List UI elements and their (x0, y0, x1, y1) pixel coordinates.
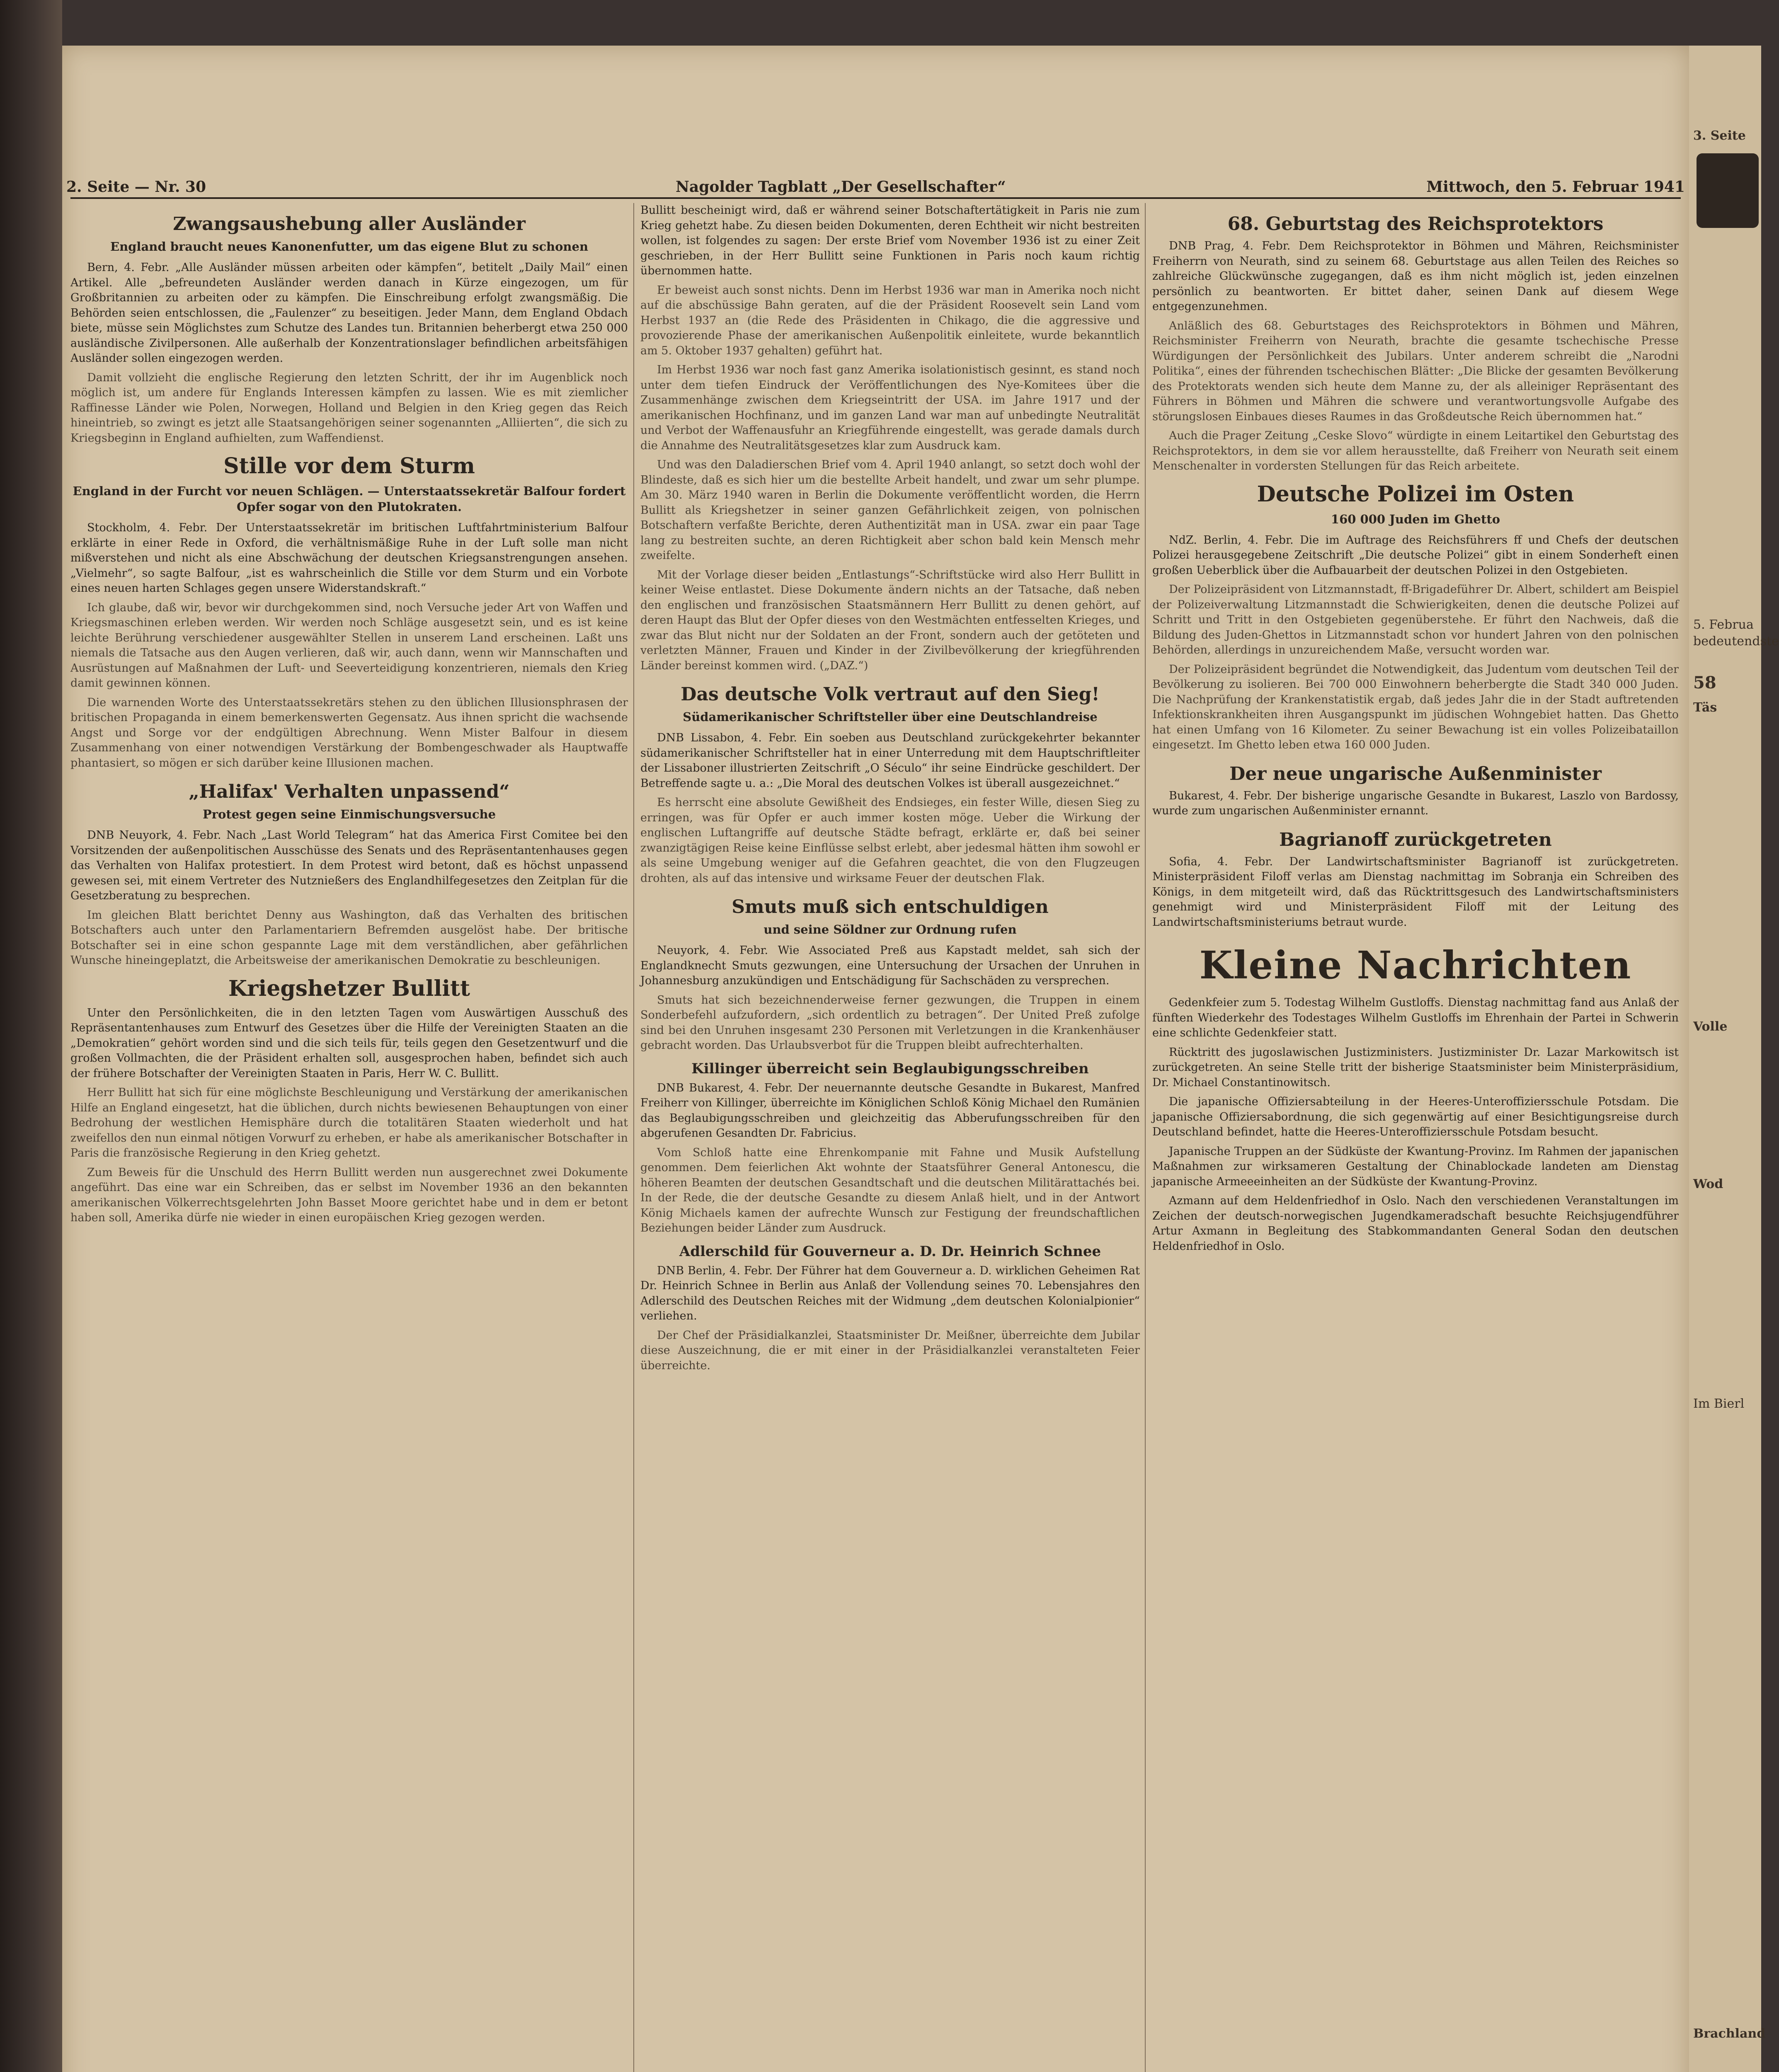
book-binding (0, 0, 62, 2072)
article-headline: „Halifax' Verhalten unpassend“ (189, 781, 510, 802)
news-item: Azmann auf dem Heldenfriedhof in Oslo. Nach den verschiedenen Veranstaltungen im Zeichen der deutsch-norwegischen Jugendkameradschaft besuchte Reichsjugendführer Artur Axmann in Begleitung des Stabkommandanten General Sodan den deutschen Heldenfriedhof in Oslo. (1152, 1194, 1679, 1253)
article-body-filler: Es herrscht eine absolute Gewißheit des Endsieges, ein fester Wille, diesen Sieg zu erringen, was für Opfer er auch immer kosten möge. Ueber die Wirkung der englischen Luftangriffe auf deutsche Städte befragt, erklärte er, daß bei seiner zwanzigtägigen Reise keine Einflüsse selbst erlebt, aber jedesmal hätten ihm sowohl er als seine Umgebung weniger auf die Gefahren geachtet, die von den Flugzeugen drohten, als auf das intensive und wirksame Feuer der deutschen Flak. (640, 796, 1140, 885)
article-headline: Der neue ungarische Außenminister (1229, 763, 1602, 784)
article-subheadline: 160 000 Juden im Ghetto (1331, 512, 1500, 526)
article-body: DNB Bukarest, 4. Febr. Der neuernannte deutsche Gesandte in Bukarest, Manfred Freiherr von Killinger, überreichte im Königlichen Schloß König Michael den Rumänien das Beglaubigungsschreiben und gleichzeitig das Abberufungsschreiben für den abgerufenen Gesandten Dr. Fabricius. (640, 1081, 1140, 1140)
article-headline: 68. Geburtstag des Reichsprotektors (1227, 213, 1604, 235)
article-body: Bern, 4. Febr. „Alle Ausländer müssen arbeiten oder kämpfen“, betitelt „Daily Mail“ einen Artikel. Alle „befreundeten Ausländer werden danach in Kürze eingezogen, um für Großbritannien zu arbeiten oder zu kämpfen. Die Einschreibung erfolgt zwangsmäßig. Die Behörden seien entschlossen, die „Faulenzer“ zu beseitigen. Jeder Mann, dem England Obdach biete, müsse sein Möglichstes zum Schutze des Landes tun. Britannien beherbergt etwa 250 000 ausländische Zivilpersonen. Alle außerhalb der Konzentrationslager befindlichen arbeitsfähigen Ausländer sollen eingezogen werden. (70, 261, 628, 365)
next-page-text: Im Bierl (1693, 1397, 1745, 1411)
article-body-filler: Und was den Daladierschen Brief vom 4. April 1940 anlangt, so setzt doch wohl der Blindeste, daß es sich hier um die bestellte Arbeit handelt, und zwar um sehr plumpe. Am 30. März 1940 waren in Berlin die Dokumente veröffentlicht worden, die Herrn Bullitt als Kriegshetzer in seiner ganzen Gefährlichkeit zeigen, von polnischen Botschaftern verfaßte Berichte, deren Authentizität man in USA. zwar ein paar Tage lang zu bestreiten suchte, an deren Richtigkeit aber schon bald kein Mensch mehr zweifelte. (640, 458, 1140, 562)
header-right: Mittwoch, den 5. Februar 1941 (1426, 178, 1685, 196)
next-page-text: Täs (1693, 700, 1717, 715)
article-body: Sofia, 4. Febr. Der Landwirtschaftsminister Bagrianoff ist zurückgetreten. Ministerpräsident Filoff verlas am Dienstag nachmittag im Sobranja ein Schreiben des Königs, in dem mitgeteilt wird, daß das Rücktrittsgesuch des Landwirtschaftsministers genehmigt wird und Ministerpräsident Filoff mit der Leitung des Landwirtschaftsministeriums betraut wurde. (1152, 855, 1679, 929)
article-body-filler: Im Herbst 1936 war noch fast ganz Amerika isolationistisch gesinnt, es stand noch unter dem tiefen Eindruck der Veröffentlichungen des Nye-Komitees über die Zusammenhänge zwischen dem Kriegseintritt der USA. im Jahre 1917 und der amerikanischen Hochfinanz, und im ganzen Land war man auf unbedingte Neutralität und Verbot der Waffenausfuhr an Kriegführende eingestellt, was gerade damals durch die Annahme des Neutralitätsgesetzes klar zum Ausdruck kam. (640, 363, 1140, 452)
article-body-filler: Er beweist auch sonst nichts. Denn im Herbst 1936 war man in Amerika noch nicht auf die abschüssige Bahn geraten, auf die der Präsident Roosevelt sein Land vom Herbst 1937 an (die Rede des Präsidenten in Chikago, die die aggressive und provozierende Phase der amerikanischen Außenpolitik einleitete, wurde bekanntlich am 5. Oktober 1937 gehalten) geführt hat. (640, 283, 1140, 357)
article-body-filler: Ich glaube, daß wir, bevor wir durchgekommen sind, noch Versuche jeder Art von Waffen und Kriegsmaschinen erleben werden. Wir werden noch Schläge ausgesetzt sein, und es ist keine leichte Berührung verschiedener ausgewählter Stellen in unserem Land erscheinen. Laßt uns niemals die Tatsache aus den Augen verlieren, daß wir, auch dann, wenn wir Mannschaften und Ausrüstungen auf Maßnahmen der Luft- und Seeverteidigung konzentrieren, niemals den Krieg damit gewinnen können. (70, 601, 628, 690)
article-headline: Bagrianoff zurückgetreten (1279, 829, 1552, 850)
article-headline: Adlerschild für Gouverneur a. D. Dr. Heinrich Schnee (679, 1243, 1101, 1260)
article-headline: Smuts muß sich entschuldigen (732, 896, 1049, 917)
column-3 (1152, 203, 1679, 2072)
next-page-text: bedeutendste (1693, 634, 1779, 649)
article-body-filler: Zum Beweis für die Unschuld des Herrn Bullitt werden nun ausgerechnet zwei Dokumente angeführt. Das eine war ein Schreiben, das er selbst im November 1936 an den bekannten amerikanischen Völkerrechtsgelehrten John Basset Moore gerichtet habe und in dem er betont haben soll, Amerika dürfe nie wieder in einen europäischen Krieg gezogen werden. (70, 1166, 628, 1224)
news-item: Rücktritt des jugoslawischen Justizministers. Justizminister Dr. Lazar Markowitsch ist zurückgetreten. An seine Stelle tritt der bisherige Staatsminister beim Ministerpräsidium, Dr. Michael Constantinowitsch. (1152, 1046, 1679, 1089)
article-body-filler: Die warnenden Worte des Unterstaatssekretärs stehen zu den üblichen Illusionsphrasen der britischen Propaganda in einem bemerkenswerten Gegensatz. Aus ihnen spricht die wachsende Angst und Sorge vor der endgültigen Abrechnung. Wenn Mister Balfour in diesem Zusammenhang von einer notwendigen Verstärkung der Bombengeschwader als Hauptwaffe phantasiert, so mögen er sich darüber keine Illusionen machen. (70, 696, 628, 770)
next-page-text: Brachland (1693, 2026, 1766, 2041)
article-subheadline: Protest gegen seine Einmischungsversuche (202, 807, 496, 821)
article-body: DNB Lissabon, 4. Febr. Ein soeben aus Deutschland zurückgekehrter bekannter südamerikanischer Schriftsteller hat in einer Unterredung mit dem Hauptschriftleiter der Lissaboner illustrierten Zeitschrift „O Século“ ihr seine Eindrücke geschildert. Der Betreffende sagte u. a.: „Die Moral des deutschen Volkes ist überall ausgezeichnet.“ (640, 731, 1140, 790)
article-body-filler: Damit vollzieht die englische Regierung den letzten Schritt, der ihr im Augenblick noch möglich ist, um andere für Englands Interessen kämpfen zu lassen. Wie es mit ziemlicher Raffinesse Länder wie Polen, Norwegen, Holland und Belgien in den Krieg gegen das Reich hineintrieb, so zwingt es jetzt alle Staatsangehörigen seiner sogenannten „Alliierten“, die sich zu Kriegsbeginn in England aufhielten, zum Waffendienst. (70, 371, 628, 445)
column-1 (70, 203, 628, 2072)
article-body: Stockholm, 4. Febr. Der Unterstaatssekretär im britischen Luftfahrtministerium Balfour erklärte in einer Rede in Oxford, die verhältnismäßige Ruhe in der Luft solle man nicht mißverstehen und nicht als eine Abschwächung der deutschen Kriegsanstrengungen ansehen. „Vielmehr“, so sagte Balfour, „ist es wahrscheinlich die Stille vor dem Sturm und ein Vorbote eines neuen harten Schlages gegen unsere Widerstandskraft.“ (70, 521, 628, 595)
next-page-edge (1689, 46, 1779, 2072)
article-body-filler: Im gleichen Blatt berichtet Denny aus Washington, daß das Verhalten des britischen Botschafters auch unter den Parlamentariern Befremden ausgelöst habe. Der britische Botschafter sei in eine schon gespannte Lage mit dem verständlichen, aber gefährlichen Wunsche hineingeplatzt, die Arbeitsweise der amerikanischen Demokratie zu beschleunigen. (70, 908, 628, 967)
article-headline: Kriegshetzer Bullitt (228, 975, 470, 1001)
article-subheadline: Südamerikanischer Schriftsteller über eine Deutschlandreise (683, 710, 1098, 724)
next-page-text: 58 (1693, 673, 1716, 692)
next-page-header: 3. Seite (1693, 128, 1746, 143)
article-headline: Zwangsaushebung aller Ausländer (173, 213, 526, 235)
article-body: Bullitt bescheinigt wird, daß er während seiner Botschaftertätigkeit in Paris nie zum Krieg gehetzt habe. Zu diesen beiden Dokumenten, deren Echtheit wir nicht bestreiten wollen, ist folgendes zu sagen: Der erste Brief vom November 1936 ist zu einer Zeit geschrieben, in der Herr Bullitt seine Funktionen in Paris noch kaum richtig übernommen hatte. (640, 204, 1140, 277)
news-item: Japanische Truppen an der Südküste der Kwantung-Provinz. Im Rahmen der japanischen Maßnahmen zur wirksameren Gestaltung der Chinablockade landeten am Dienstag japanische Armeeeinheiten an der Südküste der Kwantung-Provinz. (1152, 1145, 1679, 1188)
header-center: Nagolder Tagblatt „Der Gesellschafter“ (676, 178, 1006, 196)
article-body-filler: Der Polizeipräsident von Litzmannstadt, ff-Brigadeführer Dr. Albert, schildert am Beispiel der Polizeiverwaltung Litzmannstadt die Schwierigkeiten, denen die deutsche Polizei auf Schritt und Tritt in den Ostgebieten gegenüberstehe. Er führt den Nachweis, daß die Bildung des Juden-Ghettos in Litzmannstadt schon vor hundert Jahren von den polnischen Behörden, allerdings in unzureichendem Maße, versucht worden war. (1152, 583, 1679, 656)
next-page-text: Volle (1693, 1019, 1728, 1034)
article-body-filler: Anläßlich des 68. Geburtstages des Reichsprotektors in Böhmen und Mähren, Reichsminister Freiherrn von Neurath, brachte die gesamte tschechische Presse Würdigungen der Persönlichkeit des Jubilars. Unter anderem schreibt die „Narodni Politika“, eines der führenden tschechischen Blätter: „Die Blicke der gesamten Bevölkerung des Protektorats wenden sich heute dem Manne zu, der als alleiniger Repräsentant des Führers in Böhmen und Mähren die schwere und verantwortungsvolle Aufgabe des störungslosen Einbaues dieses Raumes in das Großdeutsche Reich übernommen hat.“ (1152, 319, 1679, 423)
next-page-text: Wod (1693, 1177, 1723, 1191)
column-2 (640, 203, 1140, 2072)
article-subheadline: England in der Furcht vor neuen Schlägen. — Unterstaatssekretär Balfour fordert Opfer sogar von den Plutokraten. (73, 484, 626, 514)
header-left: 2. Seite — Nr. 30 (66, 178, 206, 196)
article-body-filler: Mit der Vorlage dieser beiden „Entlastungs“-Schriftstücke wird also Herr Bullitt in keiner Weise entlastet. Diese Dokumente ändern nichts an der Tatsache, daß neben den englischen und französischen Staatsmännern Herr Bullitt zu denen gehört, auf deren Haupt das Blut der Opfer dieses von den Westmächten entfesselten Krieges, und zwar das Blut nicht nur der Soldaten an der Front, sondern auch der getöteten und verletzten Männer, Frauen und Kinder in der Zivilbevölkerung der kriegführenden Länder bereinst kommen wird. („DAZ.“) (640, 568, 1140, 672)
column-rule (633, 203, 634, 2072)
vignette-icon (1697, 153, 1759, 228)
article-headline: Das deutsche Volk vertraut auf den Sieg! (681, 684, 1100, 705)
article-body-filler: Vom Schloß hatte eine Ehrenkompanie mit Fahne und Musik Aufstellung genommen. Dem feierlichen Akt wohnte der Staatsführer General Antonescu, die höheren Beamten der deutschen Gesandtschaft und die deutschen Militärattachés bei. In der Rede, die der deutsche Gesandte zu diesem Anlaß hielt, und in der Antwort König Michaels kamen der aufrechte Wunsch zur Festigung der freundschaftlichen Beziehungen beider Länder zum Ausdruck. (640, 1146, 1140, 1234)
header-rule (70, 197, 1681, 199)
article-body: Bukarest, 4. Febr. Der bisherige ungarische Gesandte in Bukarest, Laszlo von Bardossy, wurde zum ungarischen Außenminister ernannt. (1152, 789, 1679, 817)
article-body-filler: Der Polizeipräsident begründet die Notwendigkeit, das Judentum vom deutschen Teil der Bevölkerung zu isolieren. Bei 700 000 Einwohnern beherbergte die Stadt 340 000 Juden. Die Nachprüfung der Krankenstatistik ergab, daß jedes Jahr die in der Stadt auftretenden Infektionskrankheiten ihren Ausgangspunkt im jüdischen Wohngebiet hatten. Das Ghetto hat einen Umfang von 16 Kilometer. Zu seiner Bewachung ist ein volles Polizeibataillon eingesetzt. Im Ghetto leben etwa 160 000 Juden. (1152, 663, 1679, 751)
article-headline: Deutsche Polizei im Osten (1257, 481, 1574, 507)
news-item: Die japanische Offiziersabteilung in der Heeres-Unteroffiziersschule Potsdam. Die japanische Offiziersabordnung, die sich gegenwärtig auf einer Besichtigungsreise durch Deutschland befindet, hatte die Heeres-Unteroffiziersschule Potsdam besucht. (1152, 1095, 1679, 1138)
newspaper-page (62, 46, 1689, 2072)
article-body: DNB Prag, 4. Febr. Dem Reichsprotektor in Böhmen und Mähren, Reichsminister Freiherrn von Neurath, sind zu seinem 68. Geburtstage aus allen Teilen des Reiches so zahlreiche Glückwünsche zugegangen, daß es ihm nicht möglich ist, jeden einzelnen persönlich zu beantworten. Er bittet daher, seinen Dank auf diesem Wege entgegenzunehmen. (1152, 240, 1679, 313)
article-body-filler: Smuts hat sich bezeichnenderweise ferner gezwungen, die Truppen in einem Sonderbefehl aufzufordern, „sich ordentlich zu betragen“. Der United Preß zufolge sind bei den Unruhen insgesamt 230 Personen mit Verletzungen in die Krankenhäuser gebracht worden. Das Urlaubsverbot für die Truppen bleibt aufrechterhalten. (640, 993, 1140, 1052)
article-body: DNB Neuyork, 4. Febr. Nach „Last World Telegram“ hat das America First Comitee bei den Vorsitzenden der außenpolitischen Ausschüsse des Senats und des Repräsentantenhauses gegen das Verhalten von Halifax protestiert. In dem Protest wird betont, daß es höchst unpassend gewesen sei, mit einem Vertreter des Nutznießers des Englandhilfegesetzes den Zeitplan für die Gesetzberatung zu besprechen. (70, 829, 628, 902)
article-subheadline: England braucht neues Kanonenfutter, um das eigene Blut zu schonen (110, 240, 589, 254)
news-item: Gedenkfeier zum 5. Todestag Wilhelm Gustloffs. Dienstag nachmittag fand aus Anlaß der fünften Wiederkehr des Todestages Wilhelm Gustloffs im Ehrenhain der Partei in Schwerin eine schlichte Gedenkfeier statt. (1152, 996, 1679, 1039)
article-body: NdZ. Berlin, 4. Febr. Die im Auftrage des Reichsführers ff und Chefs der deutschen Polizei herausgegebene Zeitschrift „Die deutsche Polizei“ gibt in einem Sonderheft einen großen Ueberblick über die Aufbauarbeit der deutschen Polizei in den Ostgebieten. (1152, 533, 1679, 577)
article-headline: Killinger überreicht sein Beglaubigungsschreiben (691, 1060, 1089, 1077)
article-body: Unter den Persönlichkeiten, die in den letzten Tagen vom Auswärtigen Ausschuß des Repräsentantenhauses zum Entwurf des Gesetzes über die Hilfe der Vereinigten Staaten an die „Demokratien“ gehört worden sind und die sich teils für, teils gegen den Gesetzentwurf und die großen Vollmachten, die der Präsident erhalten soll, ausgesprochen haben, befindet sich auch der frühere Botschafter der Vereinigten Staaten in Paris, Herr W. C. Bullitt. (70, 1006, 628, 1080)
column-rule (1145, 203, 1146, 2072)
article-body: DNB Berlin, 4. Febr. Der Führer hat dem Gouverneur a. D. wirklichen Geheimen Rat Dr. Heinrich Schnee in Berlin aus Anlaß der Vollendung seines 70. Lebensjahres den Adlerschild des Deutschen Reiches mit der Widmung „dem deutschen Kolonialpionier“ verliehen. (640, 1264, 1140, 1322)
section-headline: Kleine Nachrichten (1199, 943, 1632, 988)
article-body-filler: Herr Bullitt hat sich für eine möglichste Beschleunigung und Verstärkung der amerikanischen Hilfe an England eingesetzt, hat die üblichen, durch nichts bewiesenen Behauptungen von einer Bedrohung der westlichen Hemisphäre durch die totalitären Staaten wiederholt und hat zweifellos den nun einmal nötigen Vorwurf zu erheben, er habe als amerikanischer Botschafter in Paris die französische Regierung in den Krieg gehetzt. (70, 1086, 628, 1159)
article-body: Neuyork, 4. Febr. Wie Associated Preß aus Kapstadt meldet, sah sich der Englandknecht Smuts gezwungen, eine Untersuchung der Ursachen der Unruhen in Johannesburg anzukündigen und Entschädigung für Sachschäden zu versprechen. (640, 944, 1140, 987)
article-body-filler: Der Chef der Präsidialkanzlei, Staatsminister Dr. Meißner, überreichte dem Jubilar diese Auszeichnung, die er mit einer in der Präsidialkanzlei veranstalteten Feier überreichte. (640, 1329, 1140, 1372)
article-body-filler: Auch die Prager Zeitung „Ceske Slovo“ würdigte in einem Leitartikel den Geburtstag des Reichsprotektors, in dem sie vor allem herausstellte, daß Freiherr von Neurath seit einem Menschenalter in vordersten Stellungen für das Reich arbeitete. (1152, 429, 1679, 472)
article-headline: Stille vor dem Sturm (223, 453, 475, 479)
article-subheadline: und seine Söldner zur Ordnung rufen (763, 922, 1017, 937)
next-page-text: 5. Februa (1693, 617, 1754, 632)
